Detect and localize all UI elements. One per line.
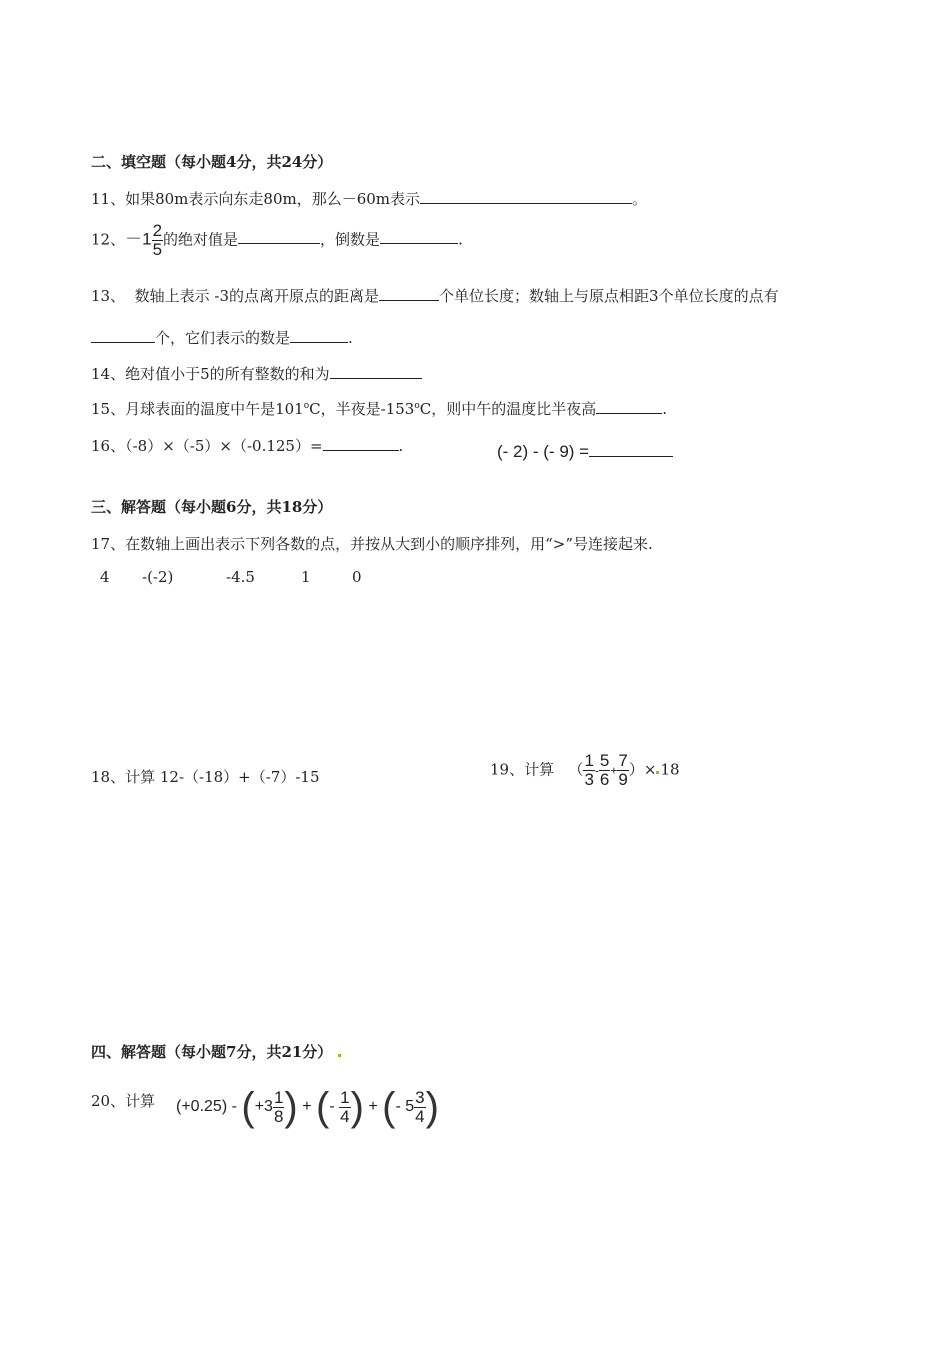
q13-distance-blank[interactable] [379,286,439,301]
question-19 [490,752,680,789]
question-13-line2 [91,327,353,348]
section-3-title: 三、解答题（每小题6分，共18分） [91,498,333,516]
q16-answer-blank[interactable] [323,436,399,451]
q20-term-3: - [329,1098,335,1115]
q19-f2-num: 5 [599,751,610,770]
q20-term-2: +3 [254,1098,273,1115]
q19-f3-den: 9 [618,769,628,789]
q20-number: 20、 [91,1092,126,1110]
decorative-dot [338,1054,341,1057]
question-20-label [91,1090,155,1111]
q20-f3-den: 4 [340,1106,350,1126]
q20-f4-den: 4 [415,1106,425,1126]
q19-f2-den: 6 [599,769,610,789]
q20-fraction-2 [273,1089,284,1126]
q12-number: 12、 [91,230,126,249]
question-14 [91,363,422,384]
q14-text: 绝对值小于5的所有整数的和为 [125,365,330,383]
q20-term-1: (+0.25) [176,1098,228,1115]
q20-paren-close-2: ) [350,1085,364,1129]
q20-fraction-3 [339,1089,350,1126]
q13-text2: 个单位长度；数轴上与原点相距3个单位长度的点有 [439,287,779,305]
q16-end: . [398,437,404,455]
q17-number-4: 1 [301,568,311,586]
q20-f2-num: 1 [273,1087,284,1107]
q13-count-blank[interactable] [91,328,155,343]
q11-number: 11、 [91,190,126,208]
q16-text: （-8）×（-5）×（-0.125）= [125,437,323,455]
q17-number-2: -(-2) [142,568,174,586]
q15-text2: C，半夜是-153 [309,400,415,418]
question-13-line1 [91,285,779,306]
q16-number: 16、 [91,437,126,455]
q19-f3-num: 7 [618,751,628,770]
q20-fraction-4 [414,1089,425,1126]
q12-text1: 的绝对值是 [163,230,239,249]
q13-numbers-blank[interactable] [290,328,348,343]
q19-number: 19、 [490,760,525,779]
q19-open-paren: （ [568,760,584,779]
q17-text: 在数轴上画出表示下列各数的点，并按从大到小的顺序排列，用“>”号连接起来. [125,535,653,553]
q20-f3-num: 1 [340,1087,350,1107]
q19-fraction-1 [583,752,594,789]
q11-end: 。 [632,190,648,208]
q20-paren-open-2: ( [316,1085,330,1129]
q12-text2: ，倒数是 [320,230,381,249]
q13-number: 13、 [91,287,126,305]
q17-number-1: 4 [100,568,110,586]
q12-sign: －1 [125,229,152,249]
q19-text: 计算 [524,760,555,779]
q13-end: . [348,329,353,347]
q14-answer-blank[interactable] [330,364,422,379]
q19-fraction-2 [599,752,610,789]
section-4-title-text: 四、解答题（每小题7分，共21分） [91,1043,333,1061]
q20-term-4: - 5 [395,1098,415,1115]
q20-paren-open-1: ( [241,1085,255,1129]
q15-degree-2: o [414,401,420,411]
section-4-title [91,1041,341,1062]
q19-f1-den: 3 [584,769,594,789]
q19-f1-num: 1 [584,751,594,770]
q15-number: 15、 [91,400,126,418]
q12-fraction [152,222,163,259]
q20-paren-close-3: ) [425,1085,439,1129]
q19-op-1: - [594,763,599,778]
q20-expression [176,1087,439,1127]
q17-number: 17、 [91,535,126,553]
q20-plus-2: + [368,1098,378,1115]
q12-reciprocal-blank[interactable] [380,229,458,244]
q19-fraction-3 [617,752,628,789]
q18-number: 18、 [91,768,126,786]
q13-text3: 个，它们表示的数是 [155,329,291,347]
q13-text1: 数轴上表示 -3的点离开原点的距离是 [134,287,380,305]
q12-frac-num: 2 [152,221,163,240]
q15-text3: C，则中午的温度比半夜高 [419,400,597,418]
q18-text: 计算 12-（-18）+（-7）-15 [125,768,320,786]
section-2-title: 二、填空题（每小题4分，共24分） [91,153,333,171]
q17-number-5: 0 [352,568,362,586]
question-15 [91,398,667,419]
q20-paren-open-3: ( [382,1085,396,1129]
q12-end: . [458,230,463,249]
q12-abs-blank[interactable] [238,229,320,244]
q16-extra-blank[interactable] [589,448,673,457]
q20-paren-close-1: ) [284,1085,298,1129]
q19-op-2: + [610,763,618,778]
q20-f2-den: 8 [273,1106,284,1126]
q15-answer-blank[interactable] [596,399,662,414]
decorative-dot [656,771,659,774]
q20-text: 计算 [125,1092,156,1110]
q15-degree-1: o [303,401,310,411]
question-17 [91,533,653,554]
question-12 [91,222,463,259]
question-16 [91,435,403,456]
q16-extra-expression [497,442,673,462]
q11-answer-blank[interactable] [420,189,632,204]
q19-close-times: ）× [628,760,657,779]
q19-tail: 18 [660,760,680,779]
q16-expression: (- 2) - (- 9) = [497,442,590,461]
q11-text: 如果80m表示向东走80m，那么－60m表示 [125,190,421,208]
q12-frac-den: 5 [152,239,163,259]
q20-f4-num: 3 [415,1087,425,1107]
q15-text1: 月球表面的温度中午是101 [125,400,304,418]
q14-number: 14、 [91,365,126,383]
q17-number-3: -4.5 [226,568,255,586]
question-18 [91,766,320,787]
q20-plus-1: + [302,1098,312,1115]
q20-minus: - [231,1098,237,1115]
question-11 [91,188,647,209]
q15-end: . [662,400,668,418]
